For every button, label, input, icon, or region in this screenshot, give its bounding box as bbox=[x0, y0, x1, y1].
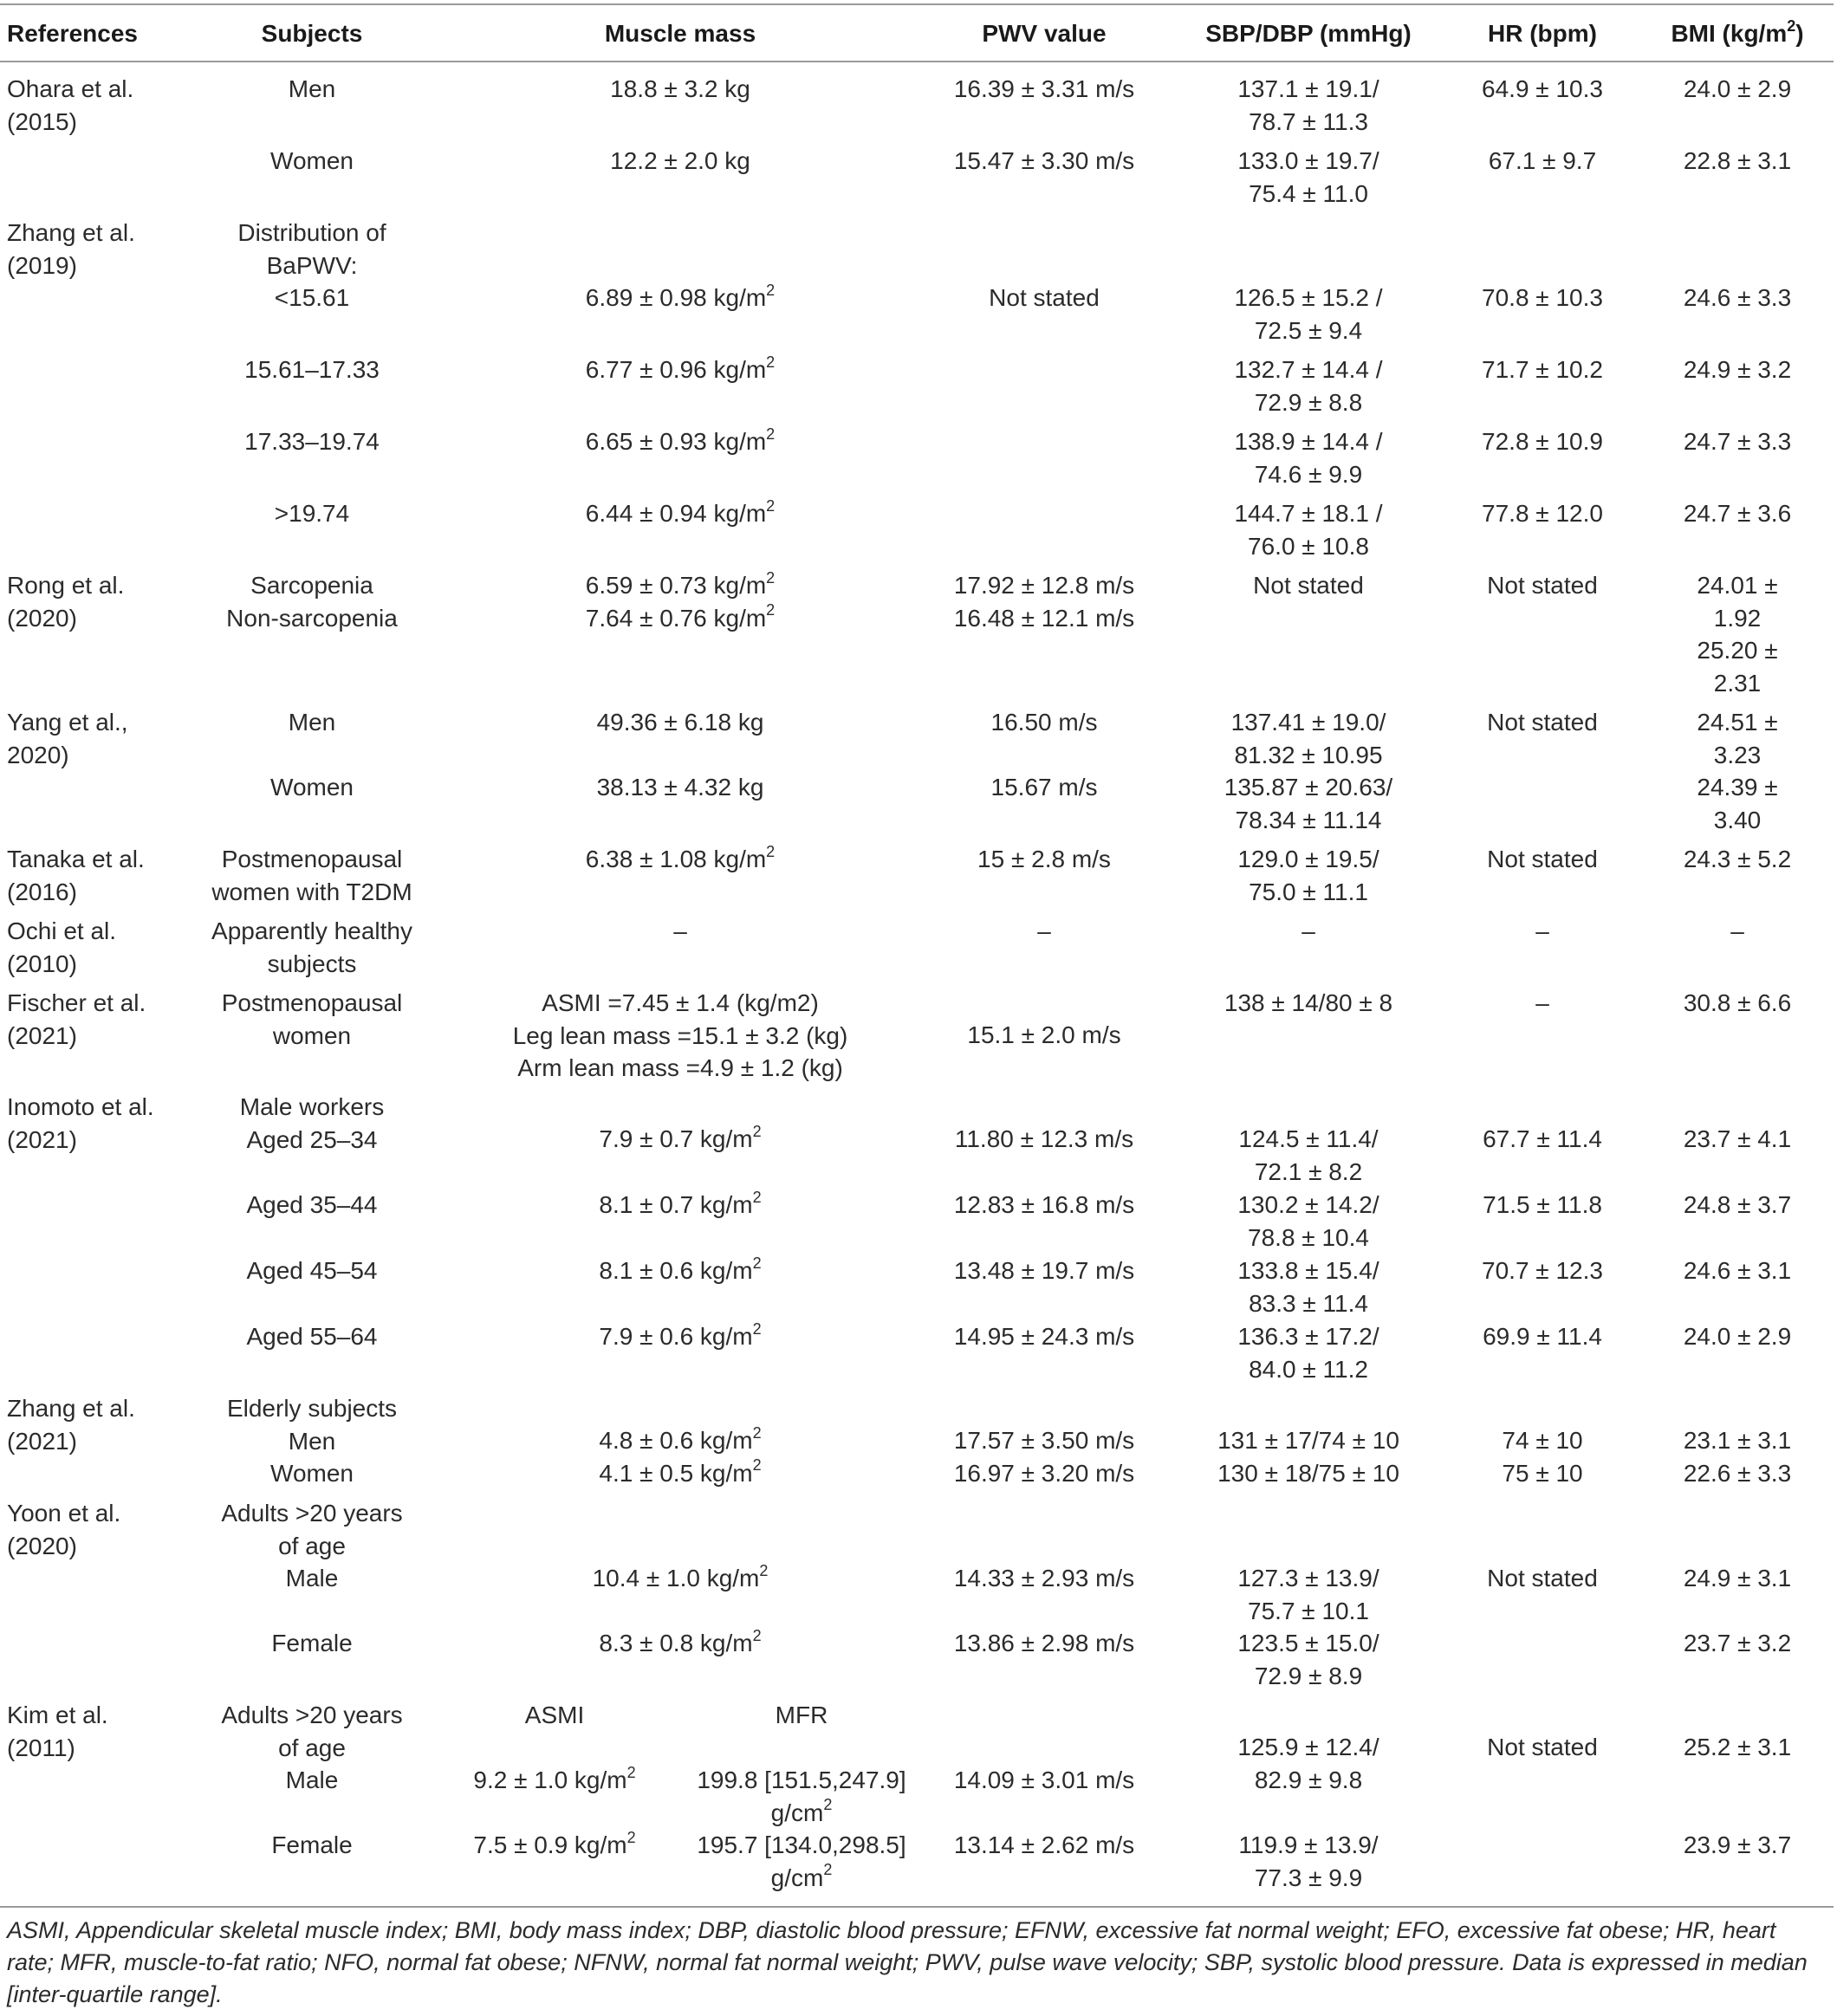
reference-cell: Kim et al. (2011) bbox=[7, 1702, 108, 1761]
hr-cell: 70.8 ± 10.3 bbox=[1482, 284, 1603, 311]
muscle-mass-cell: 49.36 ± 6.18 kg bbox=[596, 709, 764, 736]
muscle-mass-cell: 7.9 ± 0.6 $kg/m^2$ bbox=[599, 1319, 762, 1350]
bmi-cell: 24.0 ± 2.9 bbox=[1683, 1323, 1792, 1350]
header-sbp-dbp: SBP/DBP (mmHg) bbox=[1205, 20, 1412, 47]
bmi-cell: 24.6 ± 3.1 bbox=[1683, 1257, 1792, 1284]
bmi-cell: 24.7 ± 3.6 bbox=[1683, 500, 1792, 527]
bp-cell: – bbox=[1301, 917, 1315, 944]
muscle-mass-cell: 6.77 ± 0.96 $kg/m^2$ bbox=[585, 353, 776, 383]
bmi-cell: 23.7 ± 3.2 bbox=[1683, 1630, 1792, 1656]
hr-cell: 72.8 ± 10.9 bbox=[1482, 428, 1603, 455]
bp-cell: 124.5 ± 11.4/ 72.1 ± 8.2 bbox=[1238, 1125, 1379, 1185]
muscle-mass-cell: 7.9 ± 0.7 $kg/m^2$ bbox=[599, 1122, 762, 1152]
reference-cell: Yoon et al. (2020) bbox=[7, 1500, 121, 1559]
muscle-mass-cell: – bbox=[673, 917, 687, 944]
bp-cell: 132.7 ± 14.4 / 72.9 ± 8.8 bbox=[1234, 356, 1383, 416]
hr-cell: Not stated bbox=[1487, 1565, 1598, 1591]
reference-cell: Fischer et al. (2021) bbox=[7, 989, 146, 1049]
subjects-cell: Sarcopenia Non-sarcopenia bbox=[226, 572, 398, 632]
bp-cell: 138.9 ± 14.4 / 74.6 ± 9.9 bbox=[1234, 428, 1383, 488]
hr-cell: Not stated bbox=[1487, 709, 1598, 736]
bmi-cell: 24.39 ± 3.40 bbox=[1697, 774, 1778, 833]
pwv-cell: 15.1 ± 2.0 m/s bbox=[967, 1021, 1121, 1048]
subjects-cell: Men bbox=[288, 75, 336, 102]
subjects-cell: Men bbox=[288, 709, 336, 736]
hr-cell: 67.7 ± 11.4 bbox=[1483, 1125, 1602, 1152]
bmi-cell: 30.8 ± 6.6 bbox=[1683, 989, 1792, 1016]
muscle-mass-cell: 6.65 ± 0.93 $kg/m^2$ bbox=[585, 425, 776, 455]
muscle-mass-cell: 18.8 ± 3.2 kg bbox=[610, 75, 750, 102]
subjects-cell: Aged 35–44 bbox=[246, 1191, 378, 1218]
bmi-cell: 23.1 ± 3.1 22.6 ± 3.3 bbox=[1683, 1427, 1792, 1487]
subjects-cell: Adults >20 years of age bbox=[221, 1702, 403, 1761]
pwv-cell: 13.48 ± 19.7 m/s bbox=[953, 1257, 1135, 1284]
header-references: References bbox=[7, 20, 138, 47]
hr-cell: Not stated bbox=[1487, 572, 1598, 599]
bp-cell: 123.5 ± 15.0/ 72.9 ± 8.9 bbox=[1237, 1630, 1379, 1689]
hr-cell: 64.9 ± 10.3 bbox=[1482, 75, 1603, 102]
hr-cell: 77.8 ± 12.0 bbox=[1482, 500, 1603, 527]
subjects-cell: Apparently healthy subjects bbox=[211, 917, 412, 977]
bmi-cell: 24.9 ± 3.1 bbox=[1683, 1565, 1792, 1591]
bp-cell: 138 ± 14/80 ± 8 bbox=[1224, 989, 1393, 1016]
subjects-cell: Distribution of BaPWV: <15.61 bbox=[237, 219, 386, 311]
hr-cell: – bbox=[1535, 989, 1549, 1016]
pwv-cell: 14.33 ± 2.93 m/s bbox=[953, 1565, 1135, 1591]
bp-cell: 137.41 ± 19.0/ 81.32 ± 10.95 bbox=[1230, 709, 1386, 768]
muscle-mass-cell: 8.1 ± 0.7 $kg/m^2$ bbox=[599, 1188, 762, 1218]
pwv-cell: 13.86 ± 2.98 m/s bbox=[953, 1630, 1135, 1656]
bp-cell: 135.87 ± 20.63/ 78.34 ± 11.14 bbox=[1224, 774, 1393, 833]
asmi-cell: 9.2 ± 1.0 $kg/m^2$ bbox=[473, 1763, 636, 1793]
asmi-subheader: ASMI bbox=[524, 1702, 585, 1728]
subjects-cell: Women bbox=[270, 774, 354, 801]
bp-cell: 119.9 ± 13.9/ 77.3 ± 9.9 bbox=[1238, 1831, 1379, 1891]
bp-cell: 125.9 ± 12.4/ 82.9 ± 9.8 bbox=[1237, 1734, 1379, 1793]
pwv-cell: 14.95 ± 24.3 m/s bbox=[953, 1323, 1135, 1350]
subjects-cell: Male workers Aged 25–34 bbox=[239, 1093, 385, 1153]
subjects-cell: Adults >20 years of age Male bbox=[221, 1500, 403, 1591]
header-bmi: BMI $(kg/m^2)$ bbox=[1671, 16, 1804, 47]
header-pwv: PWV value bbox=[982, 20, 1107, 47]
muscle-mass-cell: ASMI =7.45 ± 1.4 (kg/m2) Leg lean mass =15.1 ± 3.2 (kg) Arm lean mass =4.9 ± 1.2 (kg) bbox=[512, 989, 848, 1081]
pwv-cell: 16.50 m/s bbox=[990, 709, 1098, 736]
bmi-cell: 24.01 ± 1.92 25.20 ± 2.31 bbox=[1697, 572, 1778, 697]
reference-cell: Tanaka et al. (2016) bbox=[7, 846, 145, 905]
pwv-cell: 12.83 ± 16.8 m/s bbox=[953, 1191, 1135, 1218]
subjects-cell: Female bbox=[271, 1831, 353, 1858]
muscle-mass-cell: 8.3 ± 0.8 $kg/m^2$ bbox=[599, 1626, 762, 1656]
subjects-cell: 17.33–19.74 bbox=[244, 428, 380, 455]
pwv-cell: 15 ± 2.8 m/s bbox=[977, 846, 1111, 872]
pwv-cell: 11.80 ± 12.3 m/s bbox=[954, 1125, 1134, 1152]
header-hr: HR (bpm) bbox=[1488, 20, 1597, 47]
header-rule bbox=[0, 61, 1834, 62]
muscle-mass-cell: 6.89 ± 0.98 $kg/m^2$ bbox=[585, 281, 776, 311]
muscle-mass-cell: 4.8 ± 0.6 $kg/m^2$ 4.1 ± 0.5 $kg/m^2$ bbox=[599, 1423, 762, 1487]
muscle-mass-cell: 6.38 ± 1.08 $kg/m^2$ bbox=[585, 842, 776, 872]
header-muscle-mass: Muscle mass bbox=[604, 20, 756, 47]
subjects-cell: >19.74 bbox=[274, 500, 350, 527]
bmi-cell: 24.0 ± 2.9 bbox=[1683, 75, 1792, 102]
bmi-cell: 24.9 ± 3.2 bbox=[1683, 356, 1792, 383]
muscle-mass-cell: 6.59 ± 0.73 $kg/m^2$ 7.64 ± 0.76 $kg/m^2$ bbox=[585, 568, 776, 632]
bmi-cell: 22.8 ± 3.1 bbox=[1683, 147, 1792, 174]
subjects-cell: Female bbox=[271, 1630, 353, 1656]
reference-cell: Zhang et al. (2019) bbox=[7, 219, 135, 279]
bp-cell: Not stated bbox=[1253, 572, 1364, 599]
table-top-rule bbox=[0, 3, 1834, 5]
bmi-cell: 24.7 ± 3.3 bbox=[1683, 428, 1792, 455]
hr-cell: Not stated bbox=[1487, 1734, 1598, 1760]
hr-cell: 70.7 ± 12.3 bbox=[1482, 1257, 1603, 1284]
bmi-cell: 24.6 ± 3.3 bbox=[1683, 284, 1792, 311]
reference-cell: Inomoto et al. (2021) bbox=[7, 1093, 154, 1153]
bp-cell: 131 ± 17/74 ± 10 130 ± 18/75 ± 10 bbox=[1217, 1427, 1399, 1487]
hr-cell: 69.9 ± 11.4 bbox=[1483, 1323, 1602, 1350]
pwv-cell: – bbox=[1037, 917, 1051, 944]
reference-cell: Zhang et al. (2021) bbox=[7, 1395, 135, 1455]
hr-cell: 71.5 ± 11.8 bbox=[1483, 1191, 1602, 1218]
hr-cell: 71.7 ± 10.2 bbox=[1482, 356, 1603, 383]
bp-cell: 129.0 ± 19.5/ 75.0 ± 11.1 bbox=[1237, 846, 1379, 905]
muscle-mass-cell: 38.13 ± 4.32 kg bbox=[596, 774, 764, 801]
bmi-cell: 23.9 ± 3.7 bbox=[1683, 1831, 1792, 1858]
pwv-cell: 15.67 m/s bbox=[990, 774, 1098, 801]
reference-cell: Ohara et al. (2015) bbox=[7, 75, 134, 135]
subjects-cell: Postmenopausal women bbox=[221, 989, 403, 1049]
subjects-cell: 15.61–17.33 bbox=[244, 356, 380, 383]
reference-cell: Ochi et al. (2010) bbox=[7, 917, 117, 977]
hr-cell: – bbox=[1535, 917, 1549, 944]
subjects-cell: Aged 55–64 bbox=[246, 1323, 378, 1350]
pwv-cell: 17.57 ± 3.50 m/s 16.97 ± 3.20 m/s bbox=[953, 1427, 1135, 1487]
asmi-cell: 7.5 ± 0.9 $kg/m^2$ bbox=[473, 1828, 636, 1858]
bmi-cell: 24.3 ± 5.2 bbox=[1683, 846, 1792, 872]
header-subjects: Subjects bbox=[261, 20, 363, 47]
bmi-cell: – bbox=[1730, 917, 1744, 944]
subjects-cell: Women bbox=[270, 147, 354, 174]
bmi-cell: 23.7 ± 4.1 bbox=[1683, 1125, 1792, 1152]
pwv-cell: 16.39 ± 3.31 m/s bbox=[953, 75, 1135, 102]
muscle-mass-cell: 6.44 ± 0.94 $kg/m^2$ bbox=[585, 496, 776, 527]
bp-cell: 144.7 ± 18.1 / 76.0 ± 10.8 bbox=[1234, 500, 1383, 560]
bp-cell: 136.3 ± 17.2/ 84.0 ± 11.2 bbox=[1237, 1323, 1379, 1383]
pwv-cell: 17.92 ± 12.8 m/s 16.48 ± 12.1 m/s bbox=[953, 572, 1135, 632]
bmi-cell: 24.51 ± 3.23 bbox=[1697, 709, 1778, 768]
pwv-cell: Not stated bbox=[989, 284, 1100, 311]
bmi-cell: 25.2 ± 3.1 bbox=[1683, 1734, 1792, 1760]
pwv-cell: 15.47 ± 3.30 m/s bbox=[953, 147, 1135, 174]
muscle-mass-cell: 10.4 ± 1.0 $kg/m^2$ bbox=[592, 1561, 769, 1591]
footer-rule bbox=[0, 1906, 1834, 1908]
table-footnote: ASMI, Appendicular skeletal muscle index; BMI, body mass index; DBP, diastolic blood pressure; EFNW, excessive fat normal weight; EFO, excessive fat obese; HR, heart rate; MFR, muscle-to-fat ratio; NFO, normal fat obese; NFNW, normal fat normal weight; PWV, pulse wave velocity; SBP, systolic blood pressure. Data is expressed in median [inter-quartile range]. bbox=[7, 1917, 1808, 2007]
bp-cell: 133.8 ± 15.4/ 83.3 ± 11.4 bbox=[1237, 1257, 1379, 1317]
pwv-cell: 13.14 ± 2.62 m/s bbox=[953, 1831, 1135, 1858]
bp-cell: 133.0 ± 19.7/ 75.4 ± 11.0 bbox=[1237, 147, 1379, 207]
subjects-cell: Postmenopausal women with T2DM bbox=[211, 846, 412, 905]
muscle-mass-cell: 8.1 ± 0.6 $kg/m^2$ bbox=[599, 1254, 762, 1284]
hr-cell: Not stated bbox=[1487, 846, 1598, 872]
hr-cell: 67.1 ± 9.7 bbox=[1488, 147, 1597, 174]
bp-cell: 126.5 ± 15.2 / 72.5 ± 9.4 bbox=[1234, 284, 1383, 344]
mfr-subheader: MFR bbox=[775, 1702, 828, 1728]
reference-cell: Yang et al., 2020) bbox=[7, 709, 128, 768]
subjects-cell: Elderly subjects Men Women bbox=[226, 1395, 398, 1487]
mfr-cell: 195.7 [134.0,298.5] $g/cm^2$ bbox=[697, 1831, 906, 1891]
subjects-cell: Male bbox=[285, 1766, 339, 1793]
bp-cell: 127.3 ± 13.9/ 75.7 ± 10.1 bbox=[1237, 1565, 1379, 1624]
subjects-cell: Aged 45–54 bbox=[246, 1257, 378, 1284]
mfr-cell: 199.8 [151.5,247.9] $g/cm^2$ bbox=[697, 1766, 906, 1826]
bp-cell: 137.1 ± 19.1/ 78.7 ± 11.3 bbox=[1237, 75, 1379, 135]
hr-cell: 74 ± 10 75 ± 10 bbox=[1502, 1427, 1583, 1487]
reference-cell: Rong et al. (2020) bbox=[7, 572, 125, 632]
pwv-cell: 14.09 ± 3.01 m/s bbox=[953, 1766, 1135, 1793]
bmi-cell: 24.8 ± 3.7 bbox=[1683, 1191, 1792, 1218]
bp-cell: 130.2 ± 14.2/ 78.8 ± 10.4 bbox=[1237, 1191, 1379, 1251]
muscle-mass-cell: 12.2 ± 2.0 kg bbox=[610, 147, 750, 174]
